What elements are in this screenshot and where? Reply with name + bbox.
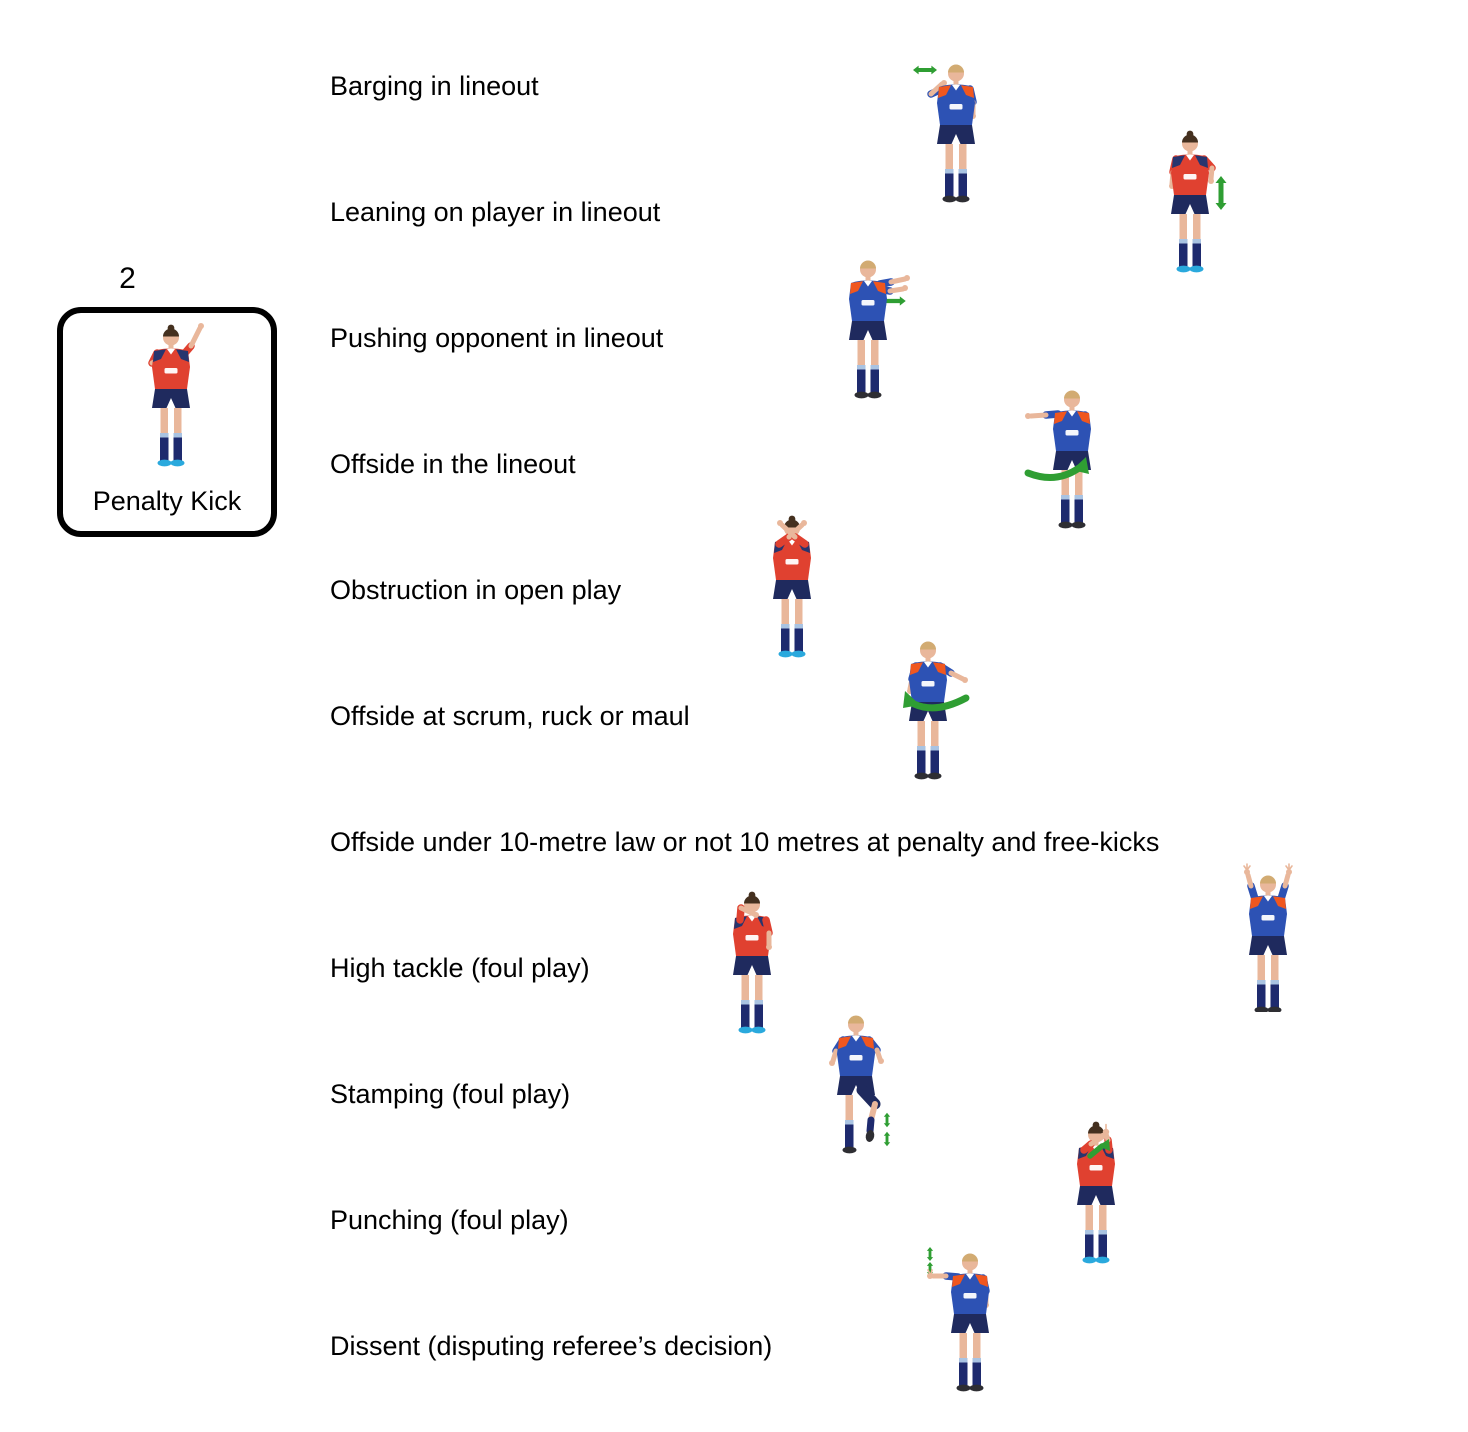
referee-blue-ten-metre-signal-icon (1218, 860, 1318, 1012)
small-vertical-double-arrow-icon (927, 1247, 933, 1261)
signal-number: 2 (119, 262, 136, 295)
offence-label-barging: Barging in lineout (330, 71, 539, 101)
offence-label-high-tackle: High tackle (foul play) (330, 953, 590, 983)
small-vertical-double-arrow-icon (884, 1132, 890, 1146)
offence-label-leaning: Leaning on player in lineout (330, 197, 661, 227)
referee-blue-barging-signal-icon (906, 57, 1006, 207)
referee-blue-offside-scrum-signal-icon (878, 634, 978, 784)
referee-red-crossed-arms-signal-icon (742, 512, 842, 662)
referee-blue-stamping-signal-icon (806, 1008, 906, 1158)
referee-blue-pushing-signal-icon (818, 253, 918, 403)
offence-label-offside-scrum: Offside at scrum, ruck or maul (330, 701, 690, 731)
offence-label-ten-metre: Offside under 10-metre law or not 10 metres at penalty and free-kicks (330, 827, 1160, 857)
horizontal-double-arrow-icon (913, 66, 937, 75)
offence-label-obstruction: Obstruction in open play (330, 575, 622, 605)
offence-label-punching: Punching (foul play) (330, 1205, 569, 1235)
offence-label-pushing: Pushing opponent in lineout (330, 323, 664, 353)
offence-label-dissent: Dissent (disputing referee’s decision) (330, 1331, 773, 1361)
offence-label-offside-lineout: Offside in the lineout (330, 449, 576, 479)
offence-label-stamping: Stamping (foul play) (330, 1079, 571, 1109)
referee-red-high-tackle-signal-icon (702, 888, 802, 1038)
small-vertical-double-arrow-icon (884, 1113, 890, 1127)
signal-title: Penalty Kick (92, 486, 242, 516)
vertical-double-arrow-icon (1216, 176, 1227, 210)
penalty-kick-card (57, 307, 277, 537)
referee-blue-offside-lineout-signal-icon (1022, 383, 1122, 533)
referee-red-leaning-signal-icon (1140, 127, 1240, 277)
referee-red-penalty-kick-signal-icon (121, 317, 221, 467)
referee-blue-dissent-signal-icon (920, 1246, 1020, 1396)
raised-leg (862, 1090, 875, 1143)
referee-red-punching-signal-icon (1046, 1118, 1146, 1268)
